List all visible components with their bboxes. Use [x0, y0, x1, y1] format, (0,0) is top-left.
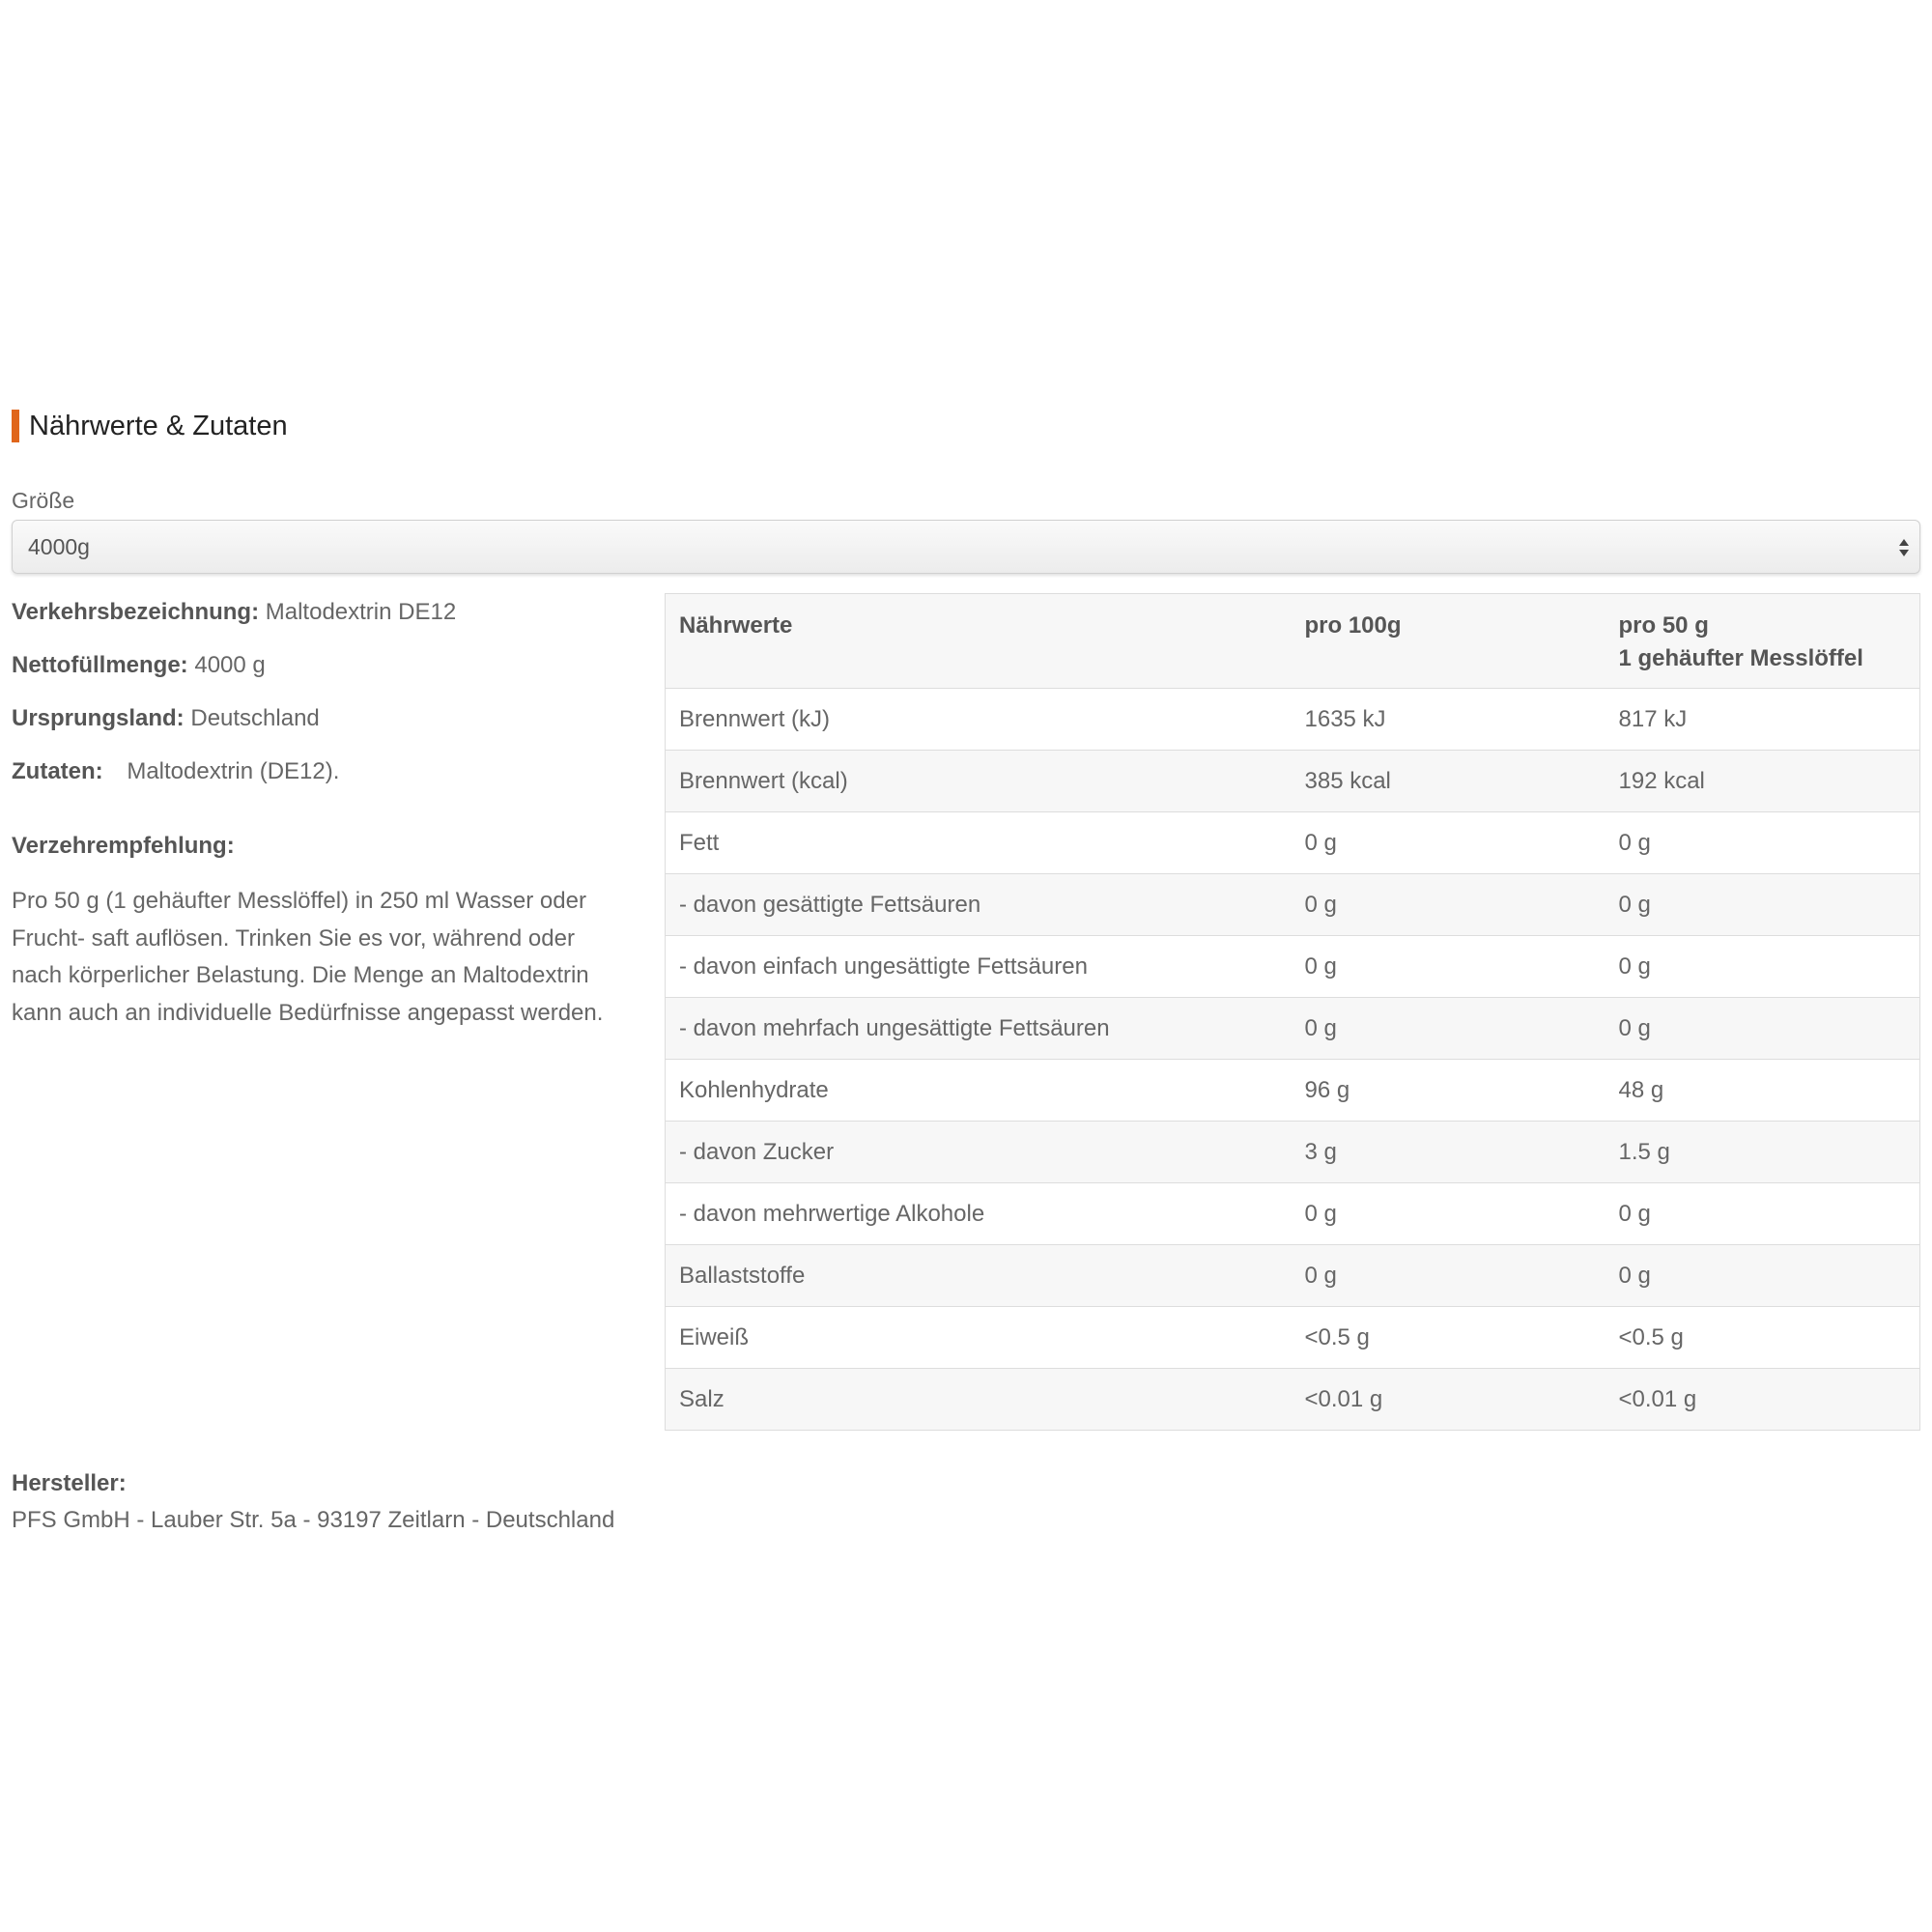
per-50g-cell: 0 g	[1605, 1183, 1920, 1245]
per-100g-cell: 3 g	[1292, 1122, 1605, 1183]
header-nutrients: Nährwerte	[666, 594, 1292, 689]
nutrient-name-cell: Brennwert (kJ)	[666, 689, 1292, 751]
nutrient-name-cell: - davon mehrwertige Alkohole	[666, 1183, 1292, 1245]
net-quantity-label: Nettofüllmenge:	[12, 652, 188, 678]
nutrient-name-cell: Salz	[666, 1369, 1292, 1431]
designation-label: Verkehrsbezeichnung:	[12, 599, 260, 625]
table-row	[666, 1183, 1920, 1245]
size-select-value: 4000g	[28, 534, 90, 559]
net-quantity-value: 4000 g	[194, 652, 266, 678]
size-select[interactable]	[12, 520, 1920, 574]
per-50g-cell: <0.01 g	[1605, 1369, 1920, 1431]
nutrition-table	[665, 593, 1920, 1431]
per-100g-cell: 0 g	[1292, 874, 1605, 936]
ingredients-value: Maltodextrin (DE12).	[127, 758, 340, 784]
table-row	[666, 936, 1920, 998]
table-row	[666, 1060, 1920, 1122]
per-100g-cell: 385 kcal	[1292, 751, 1605, 812]
header-per-50g	[1605, 594, 1920, 689]
table-row	[666, 1307, 1920, 1369]
header-per-50g-line1: pro 50 g	[1618, 612, 1709, 639]
per-100g-cell: <0.5 g	[1292, 1307, 1605, 1369]
table-row	[666, 812, 1920, 874]
table-row	[666, 998, 1920, 1060]
per-100g-cell: 96 g	[1292, 1060, 1605, 1122]
ingredients-label: Zutaten:	[12, 758, 103, 784]
per-100g-cell: 0 g	[1292, 1183, 1605, 1245]
per-50g-cell: 192 kcal	[1605, 751, 1920, 812]
per-50g-cell: 0 g	[1605, 936, 1920, 998]
per-50g-cell: 1.5 g	[1605, 1122, 1920, 1183]
per-50g-cell: 0 g	[1605, 812, 1920, 874]
nutrient-name-cell: Eiweiß	[666, 1307, 1292, 1369]
table-row	[666, 751, 1920, 812]
nutrient-name-cell: - davon mehrfach ungesättigte Fettsäuren	[666, 998, 1292, 1060]
per-50g-cell: <0.5 g	[1605, 1307, 1920, 1369]
nutrient-name-cell: Ballaststoffe	[666, 1245, 1292, 1307]
per-50g-cell: 48 g	[1605, 1060, 1920, 1122]
per-100g-cell: 0 g	[1292, 812, 1605, 874]
table-header-row	[666, 594, 1920, 689]
table-row	[666, 1245, 1920, 1307]
manufacturer-heading: Hersteller:	[12, 1470, 127, 1496]
ingredients-line	[12, 758, 339, 785]
per-100g-cell: <0.01 g	[1292, 1369, 1605, 1431]
recommendation-heading: Verzehrempfehlung:	[12, 833, 235, 859]
designation-line	[12, 599, 456, 626]
table-row	[666, 1122, 1920, 1183]
size-label: Größe	[12, 488, 75, 513]
manufacturer-text: PFS GmbH - Lauber Str. 5a - 93197 Zeitlarn - Deutschland	[12, 1507, 615, 1533]
per-50g-cell: 0 g	[1605, 1245, 1920, 1307]
per-50g-cell: 0 g	[1605, 998, 1920, 1060]
nutrient-name-cell: Kohlenhydrate	[666, 1060, 1292, 1122]
nutrient-name-cell: Fett	[666, 812, 1292, 874]
per-50g-cell: 817 kJ	[1605, 689, 1920, 751]
header-per-100g: pro 100g	[1292, 594, 1605, 689]
section-title: Nährwerte & Zutaten	[12, 410, 288, 442]
net-quantity-line	[12, 652, 266, 679]
designation-value: Maltodextrin DE12	[265, 599, 457, 625]
table-row	[666, 689, 1920, 751]
table-row	[666, 1369, 1920, 1431]
origin-value: Deutschland	[190, 705, 320, 731]
recommendation-text: Pro 50 g (1 gehäufter Messlöffel) in 250 ml Wasser oder Frucht- saft auflösen. Trinken Sie es vor, während oder nach körperlicher Belastung. Die Menge an Maltodextrin kann auch an individuelle Bedürfnisse angepasst werden.	[12, 888, 604, 1026]
nutrient-name-cell: - davon einfach ungesättigte Fettsäuren	[666, 936, 1292, 998]
header-per-50g-line2: 1 gehäufter Messlöffel	[1618, 645, 1863, 671]
table-row	[666, 874, 1920, 936]
nutrient-name-cell: - davon Zucker	[666, 1122, 1292, 1183]
origin-line	[12, 705, 320, 732]
per-100g-cell: 0 g	[1292, 936, 1605, 998]
nutrient-name-cell: - davon gesättigte Fettsäuren	[666, 874, 1292, 936]
per-100g-cell: 0 g	[1292, 998, 1605, 1060]
per-100g-cell: 1635 kJ	[1292, 689, 1605, 751]
nutrient-name-cell: Brennwert (kcal)	[666, 751, 1292, 812]
origin-label: Ursprungsland:	[12, 705, 185, 731]
per-50g-cell: 0 g	[1605, 874, 1920, 936]
select-arrows-icon	[1898, 533, 1910, 562]
per-100g-cell: 0 g	[1292, 1245, 1605, 1307]
